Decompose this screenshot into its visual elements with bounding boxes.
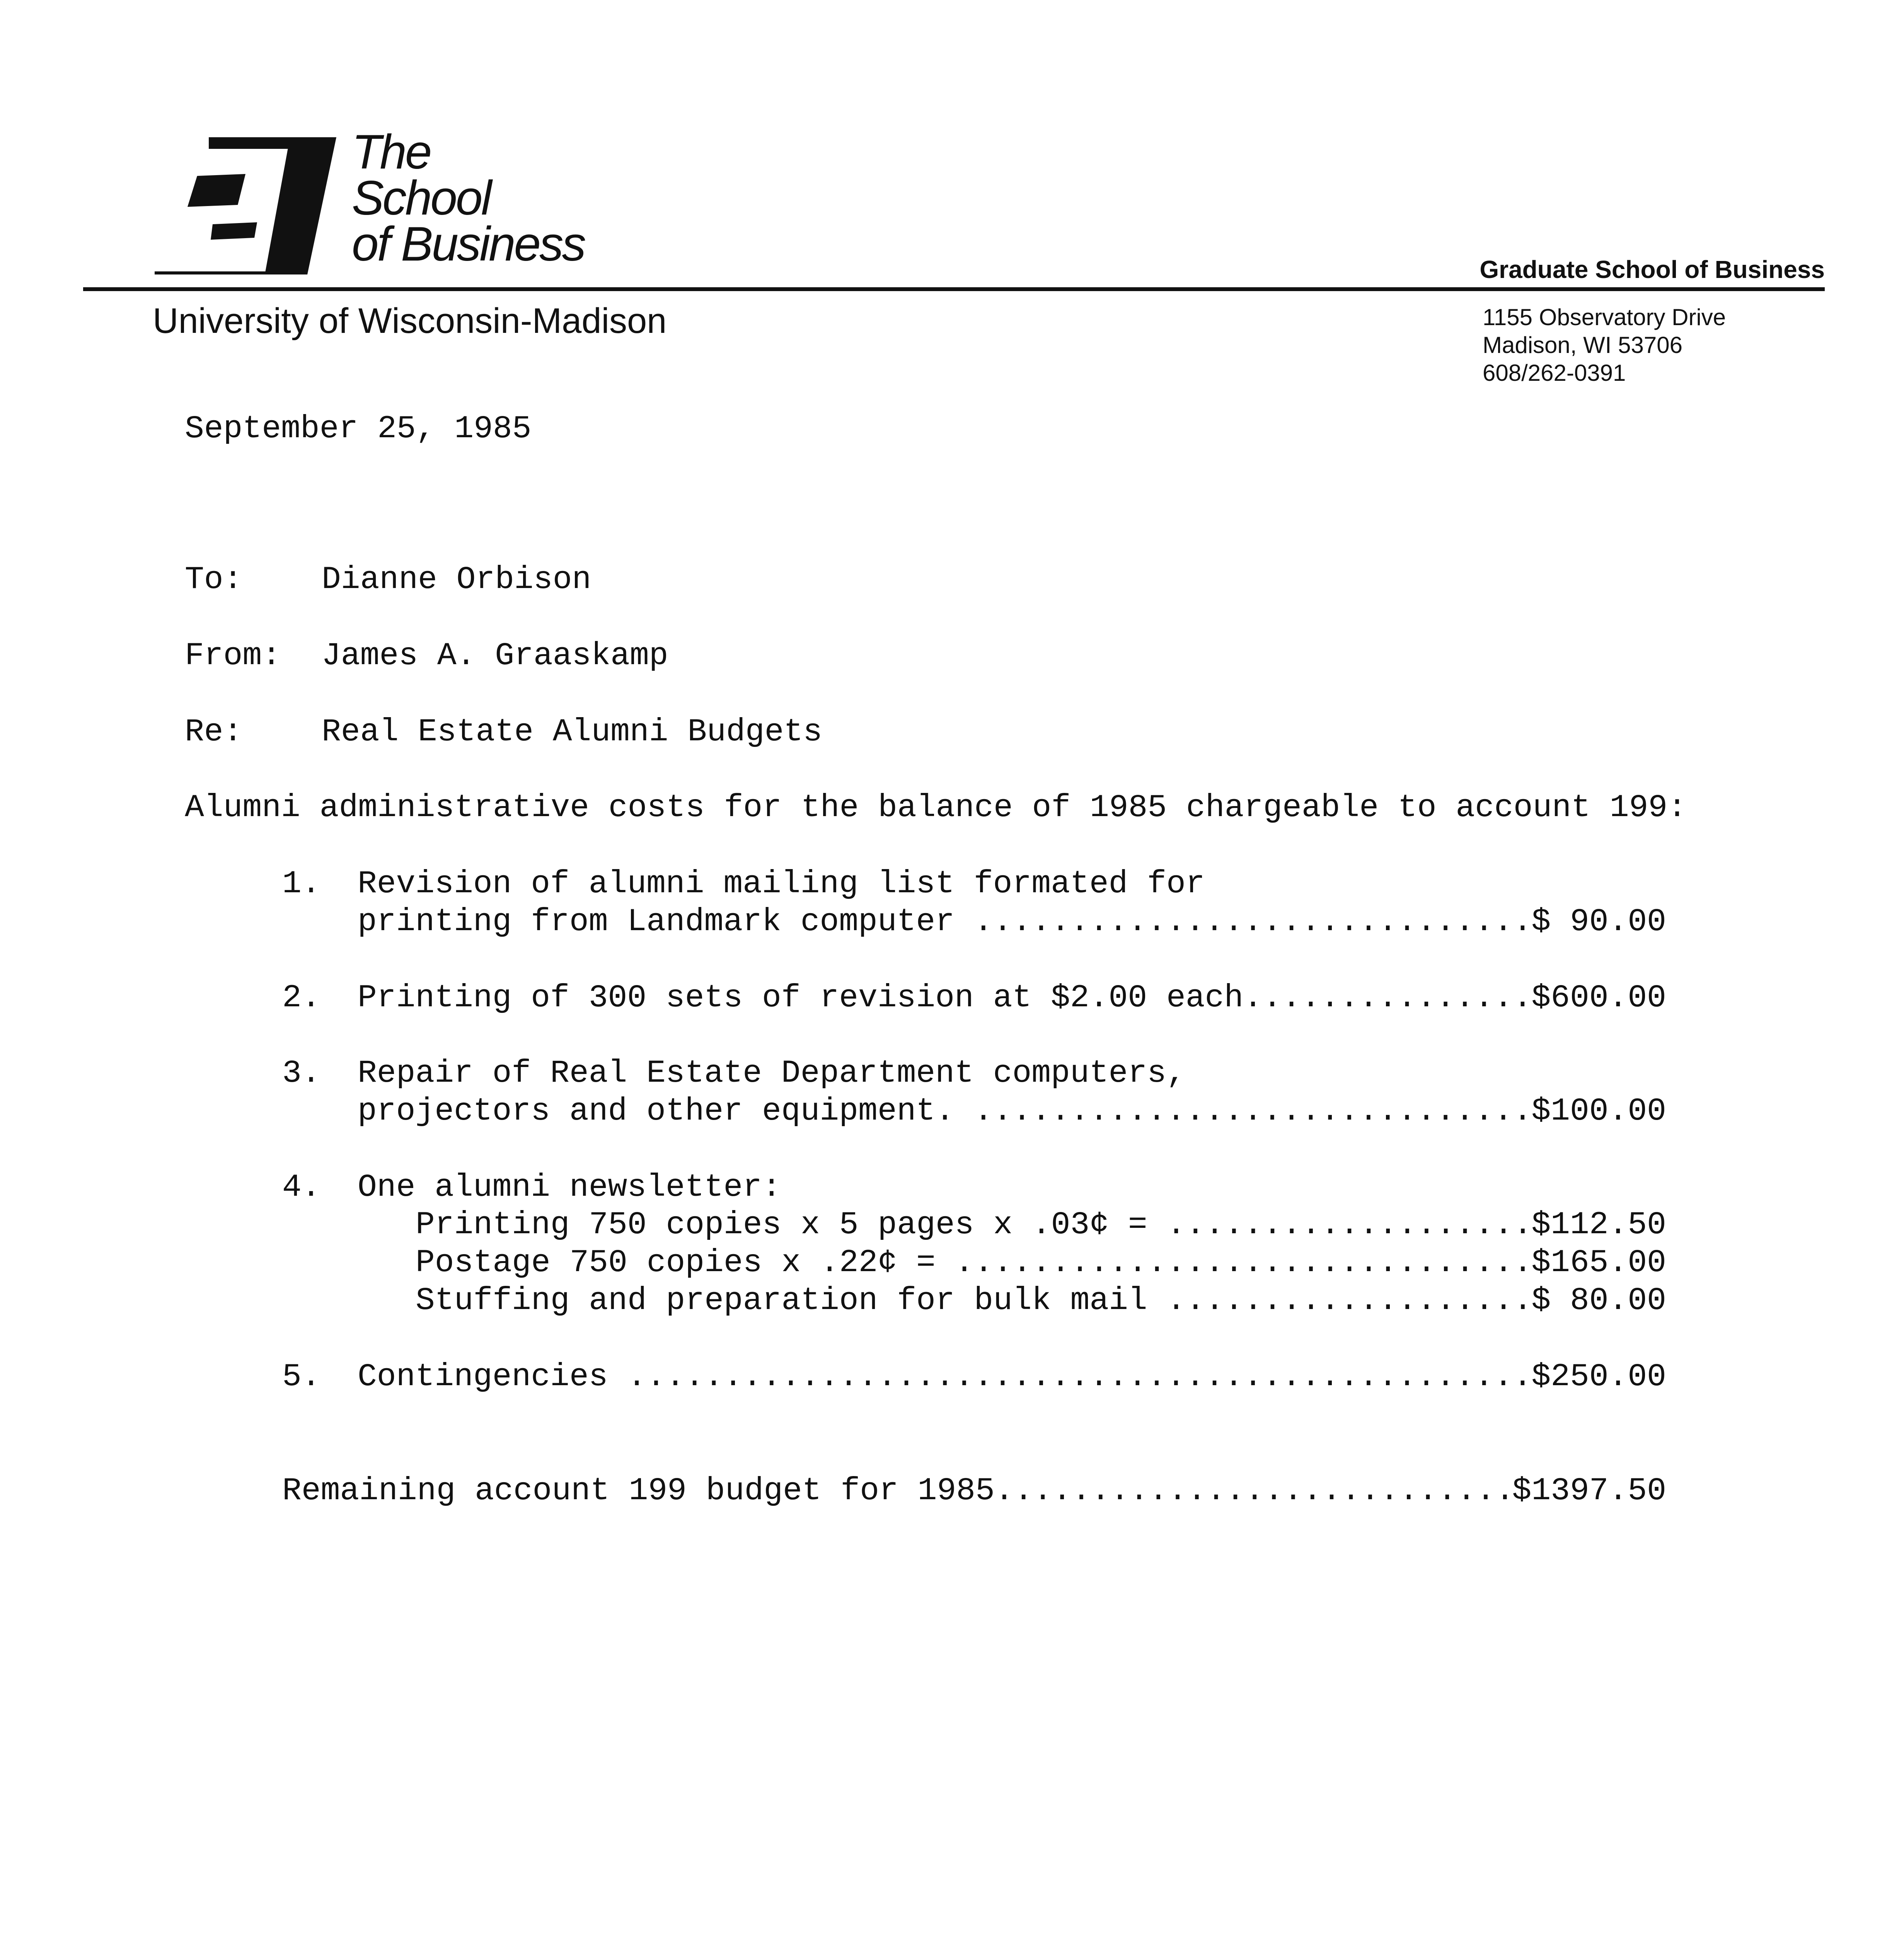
- item-text: Revision of alumni mailing list formated for: [358, 866, 1205, 902]
- dot-leader: [955, 1247, 1532, 1279]
- re-value: Real Estate Alumni Budgets: [322, 714, 823, 750]
- item-text: Printing of 300 sets of revision at $2.00 each: [358, 980, 1244, 1016]
- university-name: University of Wisconsin-Madison: [153, 301, 667, 341]
- item-amount: $ 90.00: [1531, 903, 1666, 940]
- dot-leader: [1243, 982, 1531, 1014]
- address-city: Madison, WI 53706: [1483, 332, 1682, 358]
- item-amount: $250.00: [1531, 1359, 1666, 1395]
- item-text: printing from Landmark computer: [358, 903, 974, 940]
- to-label: To:: [185, 561, 243, 598]
- item-number: 4.: [282, 1169, 321, 1205]
- sub-item: [416, 1209, 1666, 1241]
- sub-item-label: Postage 750 copies x .22¢ =: [416, 1244, 955, 1281]
- total-label: Remaining account 199 budget for 1985: [282, 1473, 995, 1509]
- sub-item: [416, 1282, 1666, 1319]
- item-text: Repair of Real Estate Department computers,: [358, 1055, 1186, 1091]
- dot-leader: [974, 1095, 1531, 1127]
- item-number: 3.: [282, 1055, 321, 1091]
- sub-item-amount: $165.00: [1531, 1244, 1666, 1281]
- list-item: [358, 1095, 1666, 1127]
- school-name: [352, 125, 585, 271]
- item-number: 2.: [282, 980, 321, 1016]
- memo-date: September 25, 1985: [185, 411, 532, 447]
- logo-line-2: School: [352, 171, 491, 225]
- dot-leader: [995, 1475, 1512, 1507]
- address-block: [1483, 303, 1726, 387]
- total-row: [282, 1475, 1666, 1507]
- dot-leader: [974, 906, 1531, 938]
- from-value: James A. Graaskamp: [322, 638, 668, 674]
- dot-leader: [1167, 1209, 1532, 1241]
- address-phone: 608/262-0391: [1483, 360, 1626, 386]
- intro-text: Alumni administrative costs for the balance of 1985 chargeable to account 199:: [185, 789, 1687, 826]
- logo-line-3: of Business: [352, 217, 585, 271]
- sub-item-label: Printing 750 copies x 5 pages x .03¢ =: [416, 1207, 1167, 1243]
- sub-item-amount: $ 80.00: [1531, 1282, 1666, 1319]
- to-value: Dianne Orbison: [322, 561, 591, 598]
- address-street: 1155 Observatory Drive: [1483, 304, 1726, 330]
- sub-item: [416, 1244, 1666, 1281]
- item-amount: $600.00: [1531, 980, 1666, 1016]
- item-text: Contingencies: [358, 1359, 627, 1395]
- sub-item-label: Stuffing and preparation for bulk mail: [416, 1282, 1167, 1319]
- dot-leader: [1167, 1285, 1532, 1317]
- re-label: Re:: [185, 714, 243, 750]
- department-name: Graduate School of Business: [1480, 256, 1825, 283]
- school-logo: [155, 128, 348, 282]
- total-amount: $1397.50: [1512, 1473, 1666, 1509]
- sub-item-amount: $112.50: [1531, 1207, 1666, 1243]
- list-item: [358, 1361, 1666, 1393]
- item-number: 5.: [282, 1359, 321, 1395]
- from-label: From:: [185, 638, 281, 674]
- letterhead-rule: [83, 287, 1825, 291]
- logo-line-1: The: [352, 125, 431, 179]
- item-text: projectors and other equipment.: [358, 1093, 974, 1129]
- item-amount: $100.00: [1531, 1093, 1666, 1129]
- item-text: One alumni newsletter:: [358, 1169, 781, 1205]
- dot-leader: [627, 1361, 1531, 1393]
- list-item: [358, 903, 1666, 940]
- list-item: [358, 982, 1666, 1014]
- item-number: 1.: [282, 866, 321, 902]
